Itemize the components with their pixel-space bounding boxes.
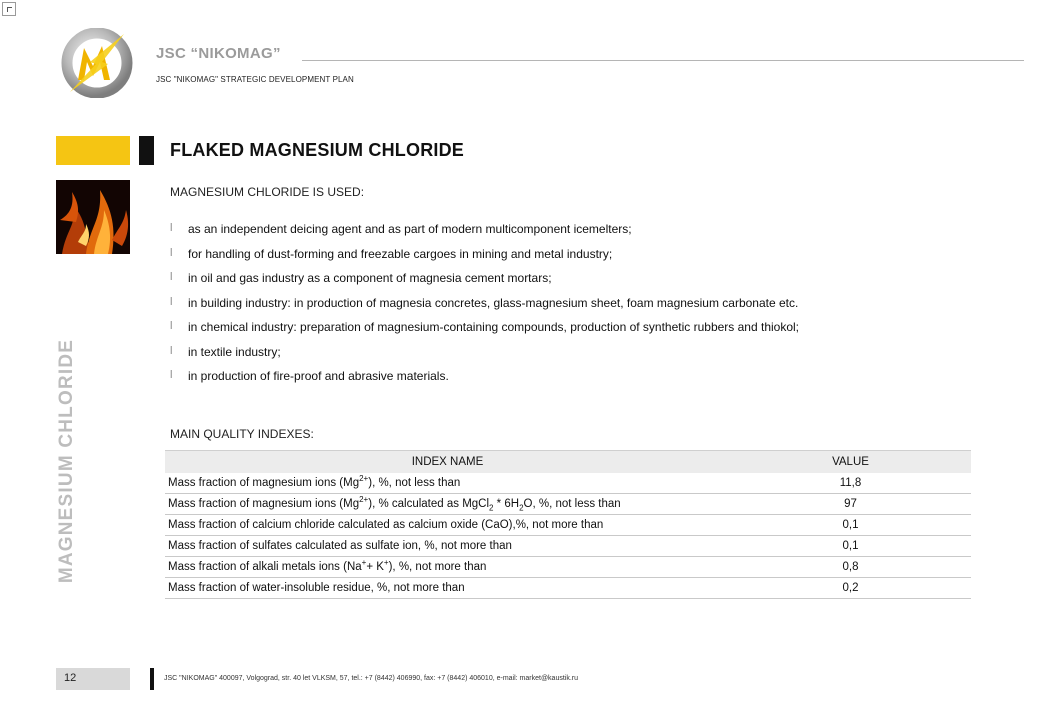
quality-heading: MAIN QUALITY INDEXES:: [170, 427, 314, 441]
index-name-cell: Mass fraction of water-insoluble residue, %, not more than: [165, 578, 730, 599]
bullet-icon: l: [170, 320, 173, 332]
header-divider: [302, 60, 1024, 61]
page-title: FLAKED MAGNESIUM CHLORIDE: [170, 140, 464, 160]
index-name-cell: Mass fraction of calcium chloride calculated as calcium oxide (CaO),%, not more than: [165, 515, 730, 536]
footer-contact: JSC "NIKOMAG" 400097, Volgograd, str. 40 let VLKSM, 57, tel.: +7 (8442) 406990, fax: +7 (8442) 406010, e-mail: market@kaustik.ru: [164, 675, 579, 682]
uses-heading: MAGNESIUM CHLORIDE IS USED:: [170, 185, 365, 199]
list-item: l as an independent deicing agent and as part of modern multicomponent icemelters;: [170, 222, 632, 236]
value-cell: 11,8: [730, 473, 971, 494]
table-row: [165, 536, 971, 557]
company-name: JSC “NIKOMAG”: [156, 45, 281, 62]
bullet-icon: l: [170, 271, 173, 283]
value-cell: 0,2: [730, 578, 971, 599]
index-name-cell: Mass fraction of sulfates calculated as sulfate ion, %, not more than: [165, 536, 730, 557]
table-row: [165, 515, 971, 536]
index-name-cell: Mass fraction of magnesium ions $(Mg^{2+})$, %, not less than: [165, 473, 730, 494]
bullet-icon: l: [170, 369, 173, 381]
list-item: l in chemical industry: preparation of magnesium-containing compounds, production of synthetic rubbers and thiokol;: [170, 320, 800, 334]
value-cell: 0,1: [730, 536, 971, 557]
value-cell: 0,1: [730, 515, 971, 536]
window-corner-icon[interactable]: [2, 2, 16, 16]
vertical-section-title: MAGNESIUM CHLORIDE: [56, 338, 77, 584]
index-name-cell: Mass fraction of alkali metals ions (Na++ K+), %, not more than: [165, 557, 730, 578]
accent-bar: [56, 136, 130, 165]
uses-list: [170, 222, 799, 394]
index-name-cell: Mass fraction of magnesium ions $(Mg^{2+})$, % calculated as MgCl$_2$ * $6H_2O$, %, not less than: [165, 494, 730, 515]
list-item: l for handling of dust-forming and freezable cargoes in mining and metal industry;: [170, 246, 613, 261]
bullet-icon: l: [170, 246, 173, 259]
table-row: [165, 494, 971, 515]
plan-subtitle: JSC "NIKOMAG" STRATEGIC DEVELOPMENT PLAN: [156, 75, 354, 84]
table-row: [165, 557, 971, 578]
value-cell: 97: [730, 494, 971, 515]
nikomag-logo: [60, 28, 134, 98]
table-row: [165, 473, 971, 494]
list-item: l in textile industry;: [170, 344, 281, 359]
bullet-icon: l: [170, 344, 173, 357]
list-item: l in building industry: in production of magnesia concretes, glass-magnesium sheet, foam magnesium carbonate etc.: [170, 295, 799, 310]
bullet-icon: l: [170, 222, 173, 234]
fire-image: [56, 180, 130, 254]
quality-table: [165, 450, 971, 599]
table-row: [165, 578, 971, 599]
page-number: 12: [56, 668, 130, 690]
footer-marker: [150, 668, 154, 690]
column-header-value: VALUE: [730, 451, 971, 474]
list-item: l in oil and gas industry as a component of magnesia cement mortars;: [170, 271, 552, 285]
column-header-index-name: INDEX NAME: [165, 451, 730, 474]
bullet-icon: l: [170, 295, 173, 308]
title-marker: [139, 136, 154, 165]
value-cell: 0,8: [730, 557, 971, 578]
list-item: l in production of fire-proof and abrasive materials.: [170, 369, 449, 383]
table-header-row: [165, 451, 971, 474]
